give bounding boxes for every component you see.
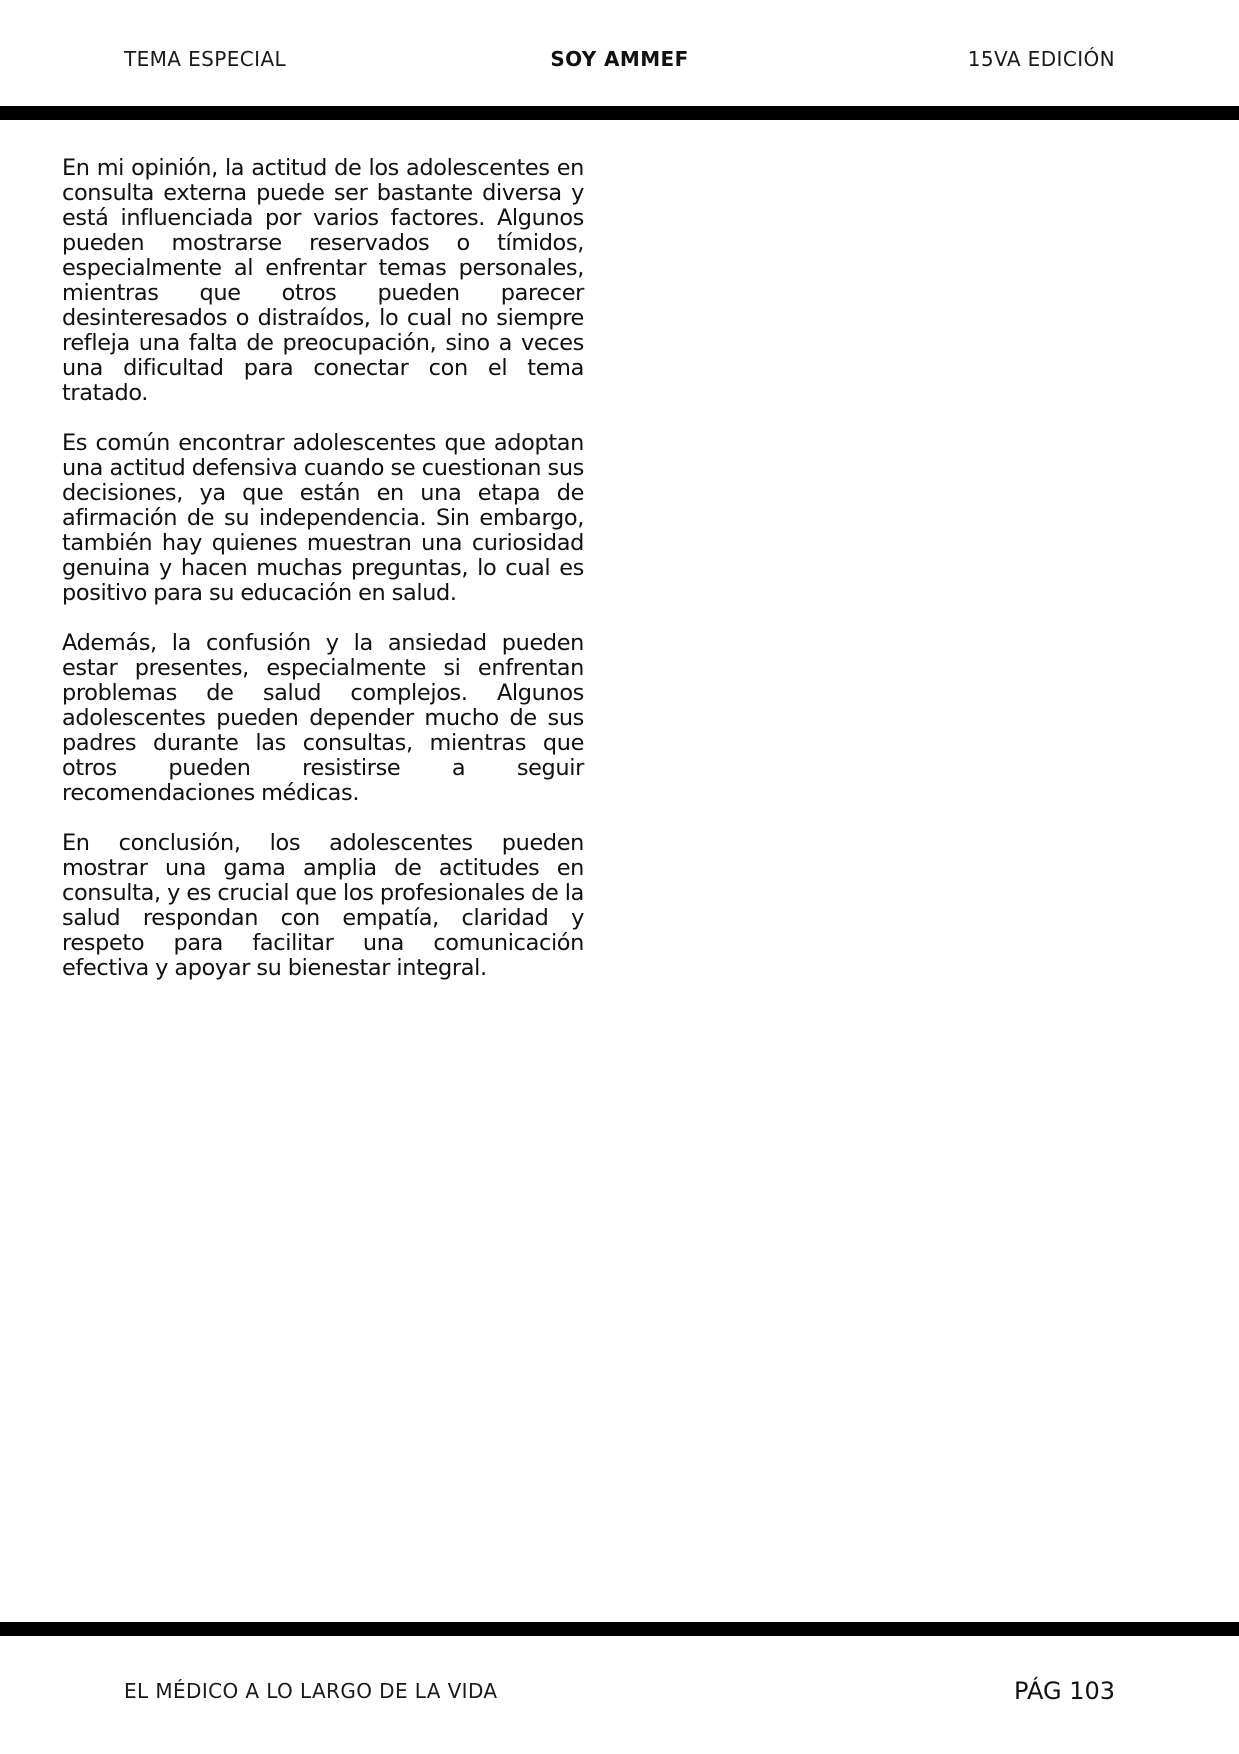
article-paragraph-3: Además, la confusión y la ansiedad pueden estar presentes, especialmente si enfrentan problemas de salud complejos. Algunos adolescentes pueden depender mucho de sus padres durante las consultas, mientras que otros pueden resistirse a seguir recomendaciones médicas. xyxy=(62,630,584,806)
footer-divider xyxy=(0,1622,1239,1636)
article-paragraph-2: Es común encontrar adolescentes que adoptan una actitud defensiva cuando se cuestionan sus decisiones, ya que están en una etapa de afirmación de su independencia. Sin embargo, también hay quienes muestran una curiosidad genuina y hacen muchas preguntas, lo cual es positivo para su educación en salud. xyxy=(62,430,584,606)
page-number: PÁG 103 xyxy=(1014,1677,1115,1705)
header-edition-label: 15VA EDICIÓN xyxy=(967,47,1115,71)
header-divider xyxy=(0,106,1239,120)
article-body xyxy=(62,156,584,1006)
footer-section-title: EL MÉDICO A LO LARGO DE LA VIDA xyxy=(124,1679,498,1703)
article-paragraph-4: En conclusión, los adolescentes pueden mostrar una gama amplia de actitudes en consulta, y es crucial que los profesionales de la salud respondan con empatía, claridad y respeto para facilitar una comunicación efectiva y apoyar su bienestar integral. xyxy=(62,830,584,981)
header-publication-title: SOY AMMEF xyxy=(550,47,689,71)
article-paragraph-1: En mi opinión, la actitud de los adolescentes en consulta externa puede ser bastante diversa y está influenciada por varios factores. Algunos pueden mostrarse reservados o tímidos, especialmente al enfrentar temas personales, mientras que otros pueden parecer desinteresados o distraídos, lo cual no siempre refleja una falta de preocupación, sino a veces una dificultad para conectar con el tema tratado. xyxy=(62,155,584,406)
page-header xyxy=(0,0,1239,106)
header-section-label: TEMA ESPECIAL xyxy=(124,47,287,71)
